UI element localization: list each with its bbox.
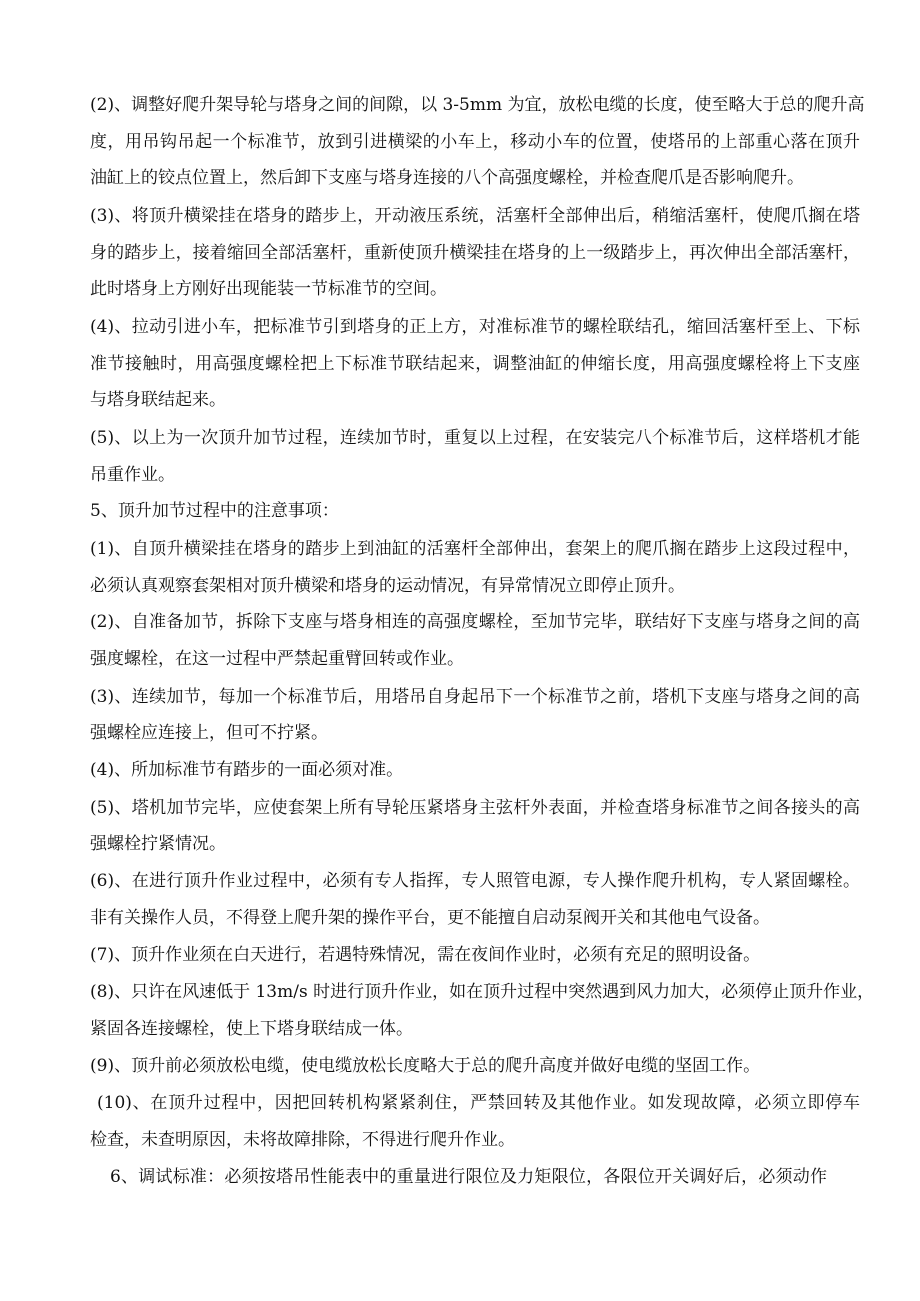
text-line: (2)、调整好爬升架导轮与塔身之间的间隙，以 3-5mm 为宜，放松电缆的长度，使至略大于总的爬升高 [90,95,865,115]
text-line: 准节接触时，用高强度螺栓把上下标准节联结起来，调整油缸的伸缩长度，用高强度螺栓将上下支座 [90,354,860,374]
text-line: 油缸上的铰点位置上，然后卸下支座与塔身连接的八个高强度螺栓，并检查爬爪是否影响爬升。 [90,168,804,188]
text-line: 吊重作业。 [90,465,175,485]
text-line: (5)、塔机加节完毕，应使套架上所有导轮压紧塔身主弦杆外表面，并检查塔身标准节之间各接头的高 [90,798,860,818]
text-line: 检查，未查明原因，未将故障排除，不得进行爬升作业。 [90,1130,515,1150]
text-line: 强螺栓拧紧情况。 [90,834,226,854]
text-line: 紧固各连接螺栓，使上下塔身联结成一体。 [90,1019,413,1039]
text-line: (6)、在进行顶升作业过程中，必须有专人指挥，专人照管电源，专人操作爬升机构，专人紧固螺栓。 [90,871,860,891]
text-line: 度，用吊钩吊起一个标准节，放到引进横梁的小车上，移动小车的位置，使塔吊的上部重心落在顶升 [90,132,860,152]
text-line: (9)、顶升前必须放松电缆，使电缆放松长度略大于总的爬升高度并做好电缆的坚固工作。 [90,1056,761,1076]
text-line: (10)、在顶升过程中，因把回转机构紧紧刹住，严禁回转及其他作业。如发现故障，必须立即停车 [97,1093,860,1113]
section-heading: 5、顶升加节过程中的注意事项： [90,501,339,521]
text-line: 身的踏步上，接着缩回全部活塞杆，重新使顶升横梁挂在塔身的上一级踏步上，再次伸出全部活塞杆， [90,243,860,263]
text-line: (4)、拉动引进小车，把标准节引到塔身的正上方，对准标准节的螺栓联结孔，缩回活塞杆至上、下标 [90,317,860,337]
text-line: (3)、将顶升横梁挂在塔身的踏步上，开动液压系统，活塞杆全部伸出后，稍缩活塞杆，使爬爪搁在塔 [90,206,860,226]
text-line: 6、调试标准：必须按塔吊性能表中的重量进行限位及力矩限位，各限位开关调好后，必须动作 [110,1167,827,1187]
text-line: 与塔身联结起来。 [90,390,226,410]
text-line: (3)、连续加节，每加一个标准节后，用塔吊自身起吊下一个标准节之前，塔机下支座与塔身之间的高 [90,687,860,707]
text-line: (8)、只许在风速低于 13m/s 时进行顶升作业，如在顶升过程中突然遇到风力加大，必须停止顶升作业， [90,982,875,1002]
text-line: (2)、自准备加节，拆除下支座与塔身相连的高强度螺栓，至加节完毕，联结好下支座与塔身之间的高 [90,612,860,632]
text-line: 非有关操作人员，不得登上爬升架的操作平台，更不能擅自启动泵阀开关和其他电气设备。 [90,908,770,928]
text-line: (7)、顶升作业须在白天进行，若遇特殊情况，需在夜间作业时，必须有充足的照明设备。 [90,945,761,965]
text-line: 强螺栓应连接上，但可不拧紧。 [90,723,328,743]
text-line: 强度螺栓，在这一过程中严禁起重臂回转或作业。 [90,649,464,669]
text-line: (4)、所加标准节有踏步的一面必须对准。 [90,760,404,780]
text-line: (5)、以上为一次顶升加节过程，连续加节时，重复以上过程，在安装完八个标准节后，这样塔机才能 [90,428,860,448]
text-line: 必须认真观察套架相对顶升横梁和塔身的运动情况，有异常情况立即停止顶升。 [90,576,685,596]
text-line: 此时塔身上方刚好出现能装一节标准节的空间。 [90,279,447,299]
text-line: (1)、自顶升横梁挂在塔身的踏步上到油缸的活塞杆全部伸出，套架上的爬爪搁在踏步上这段过程中， [90,539,860,559]
